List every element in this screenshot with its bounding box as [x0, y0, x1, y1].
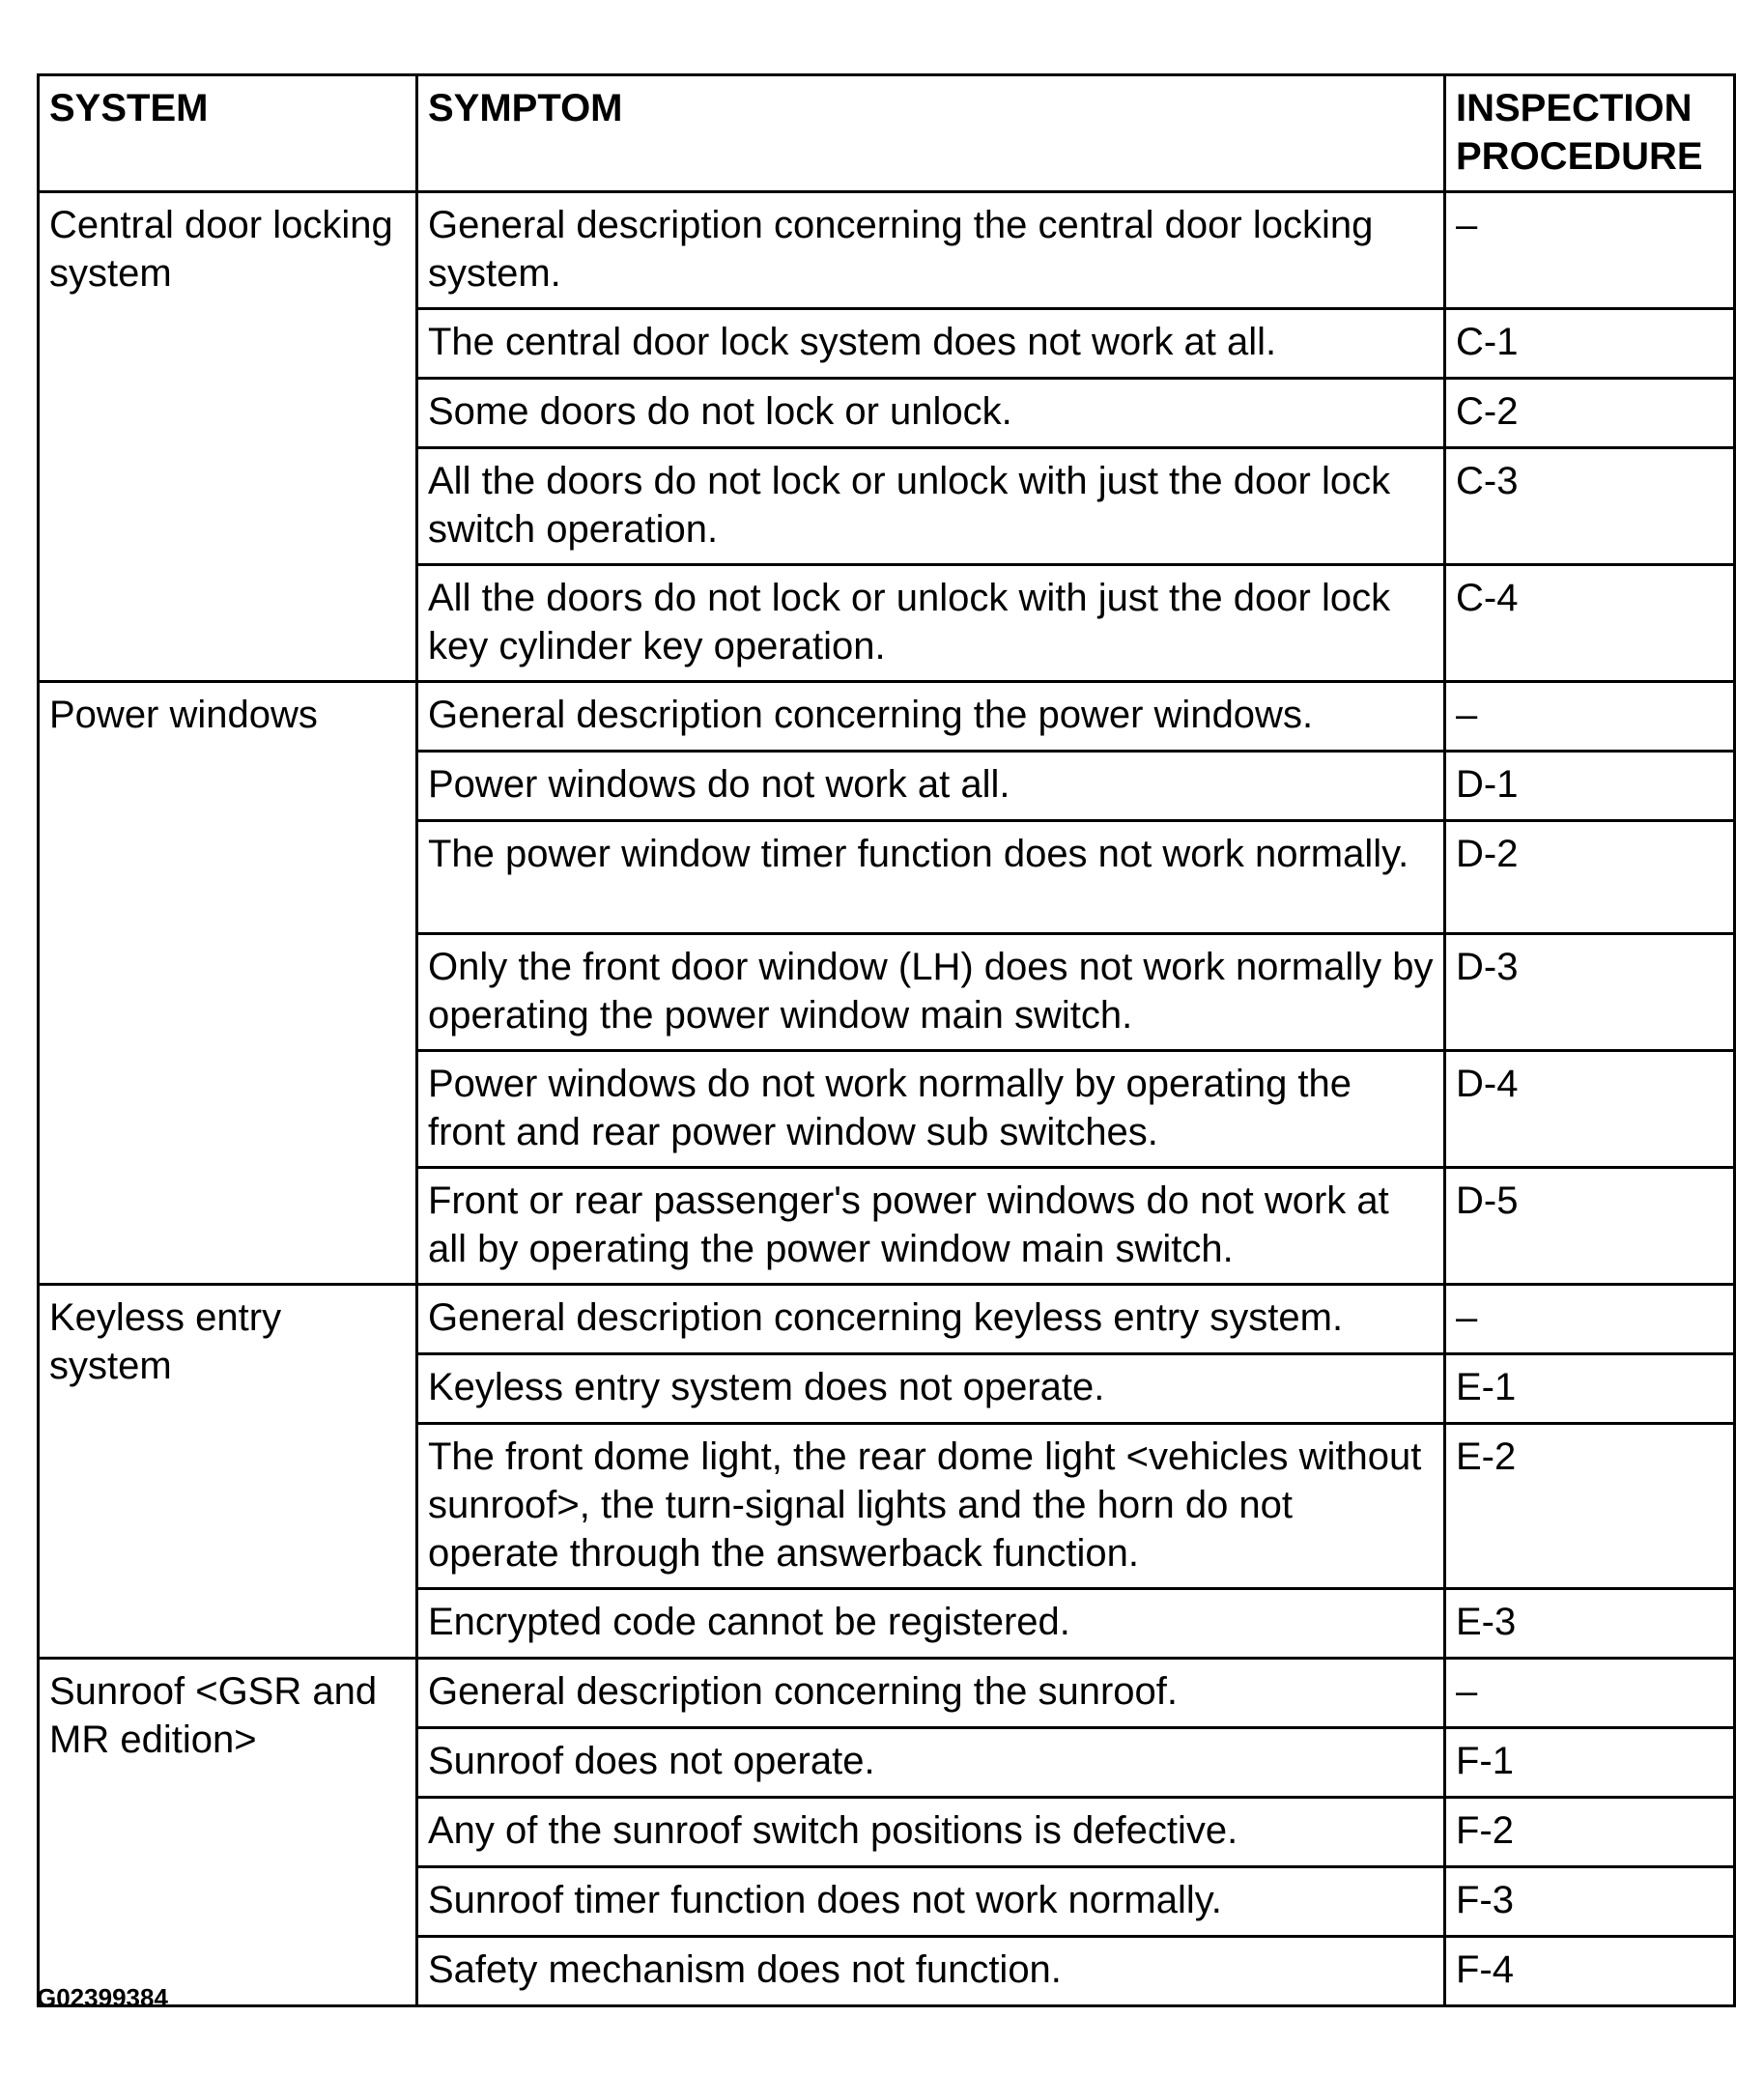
system-cell: Sunroof <GSR and MR edition>: [39, 1659, 417, 2006]
symptom-cell: All the doors do not lock or unlock with just the door lock key cylinder key operation.: [417, 565, 1445, 682]
procedure-cell: E-3: [1445, 1589, 1735, 1659]
system-cell: Central door locking system: [39, 192, 417, 682]
symptom-cell: Front or rear passenger's power windows do not work at all by operating the power window main switch.: [417, 1168, 1445, 1285]
table-row: [39, 1659, 1735, 1728]
procedure-cell: C-2: [1445, 379, 1735, 448]
system-cell: Power windows: [39, 682, 417, 1285]
procedure-cell: –: [1445, 192, 1735, 309]
symptom-cell: Any of the sunroof switch positions is defective.: [417, 1798, 1445, 1867]
procedure-cell: E-2: [1445, 1424, 1735, 1589]
procedure-cell: –: [1445, 1285, 1735, 1354]
procedure-cell: F-2: [1445, 1798, 1735, 1867]
procedure-cell: D-3: [1445, 934, 1735, 1051]
procedure-cell: C-4: [1445, 565, 1735, 682]
procedure-cell: F-1: [1445, 1728, 1735, 1798]
procedure-cell: C-1: [1445, 309, 1735, 379]
procedure-cell: –: [1445, 682, 1735, 752]
symptom-cell: Only the front door window (LH) does not work normally by operating the power window main switch.: [417, 934, 1445, 1051]
symptom-cell: General description concerning the power windows.: [417, 682, 1445, 752]
symptom-cell: The power window timer function does not work normally.: [417, 821, 1445, 934]
symptom-cell: Sunroof timer function does not work normally.: [417, 1867, 1445, 1937]
table-row: [39, 1285, 1735, 1354]
symptom-cell: Safety mechanism does not function.: [417, 1937, 1445, 2006]
symptom-cell: Keyless entry system does not operate.: [417, 1354, 1445, 1424]
procedure-cell: D-4: [1445, 1051, 1735, 1168]
procedure-cell: F-4: [1445, 1937, 1735, 2006]
figure-id: G02399384: [37, 1983, 168, 2012]
table-row: [39, 682, 1735, 752]
symptom-cell: Power windows do not work normally by operating the front and rear power window sub switches.: [417, 1051, 1445, 1168]
symptom-cell: Some doors do not lock or unlock.: [417, 379, 1445, 448]
header-row: [39, 75, 1735, 192]
symptom-cell: General description concerning the central door locking system.: [417, 192, 1445, 309]
symptom-table: [37, 73, 1736, 2007]
symptom-cell: All the doors do not lock or unlock with just the door lock switch operation.: [417, 448, 1445, 565]
system-cell: Keyless entry system: [39, 1285, 417, 1659]
procedure-cell: D-2: [1445, 821, 1735, 934]
symptom-cell: The central door lock system does not work at all.: [417, 309, 1445, 379]
procedure-cell: F-3: [1445, 1867, 1735, 1937]
procedure-cell: E-1: [1445, 1354, 1735, 1424]
symptom-cell: Encrypted code cannot be registered.: [417, 1589, 1445, 1659]
header-symptom: SYMPTOM: [417, 75, 1445, 192]
procedure-cell: –: [1445, 1659, 1735, 1728]
symptom-cell: General description concerning keyless entry system.: [417, 1285, 1445, 1354]
header-system: SYSTEM: [39, 75, 417, 192]
header-inspection-procedure: INSPECTION PROCEDURE: [1445, 75, 1735, 192]
procedure-cell: D-1: [1445, 752, 1735, 821]
procedure-cell: C-3: [1445, 448, 1735, 565]
symptom-cell: Power windows do not work at all.: [417, 752, 1445, 821]
symptom-cell: Sunroof does not operate.: [417, 1728, 1445, 1798]
table-row: [39, 192, 1735, 309]
procedure-cell: D-5: [1445, 1168, 1735, 1285]
symptom-cell: The front dome light, the rear dome light <vehicles without sunroof>, the turn-signal lights and the horn do not operate through the answerback function.: [417, 1424, 1445, 1589]
symptom-cell: General description concerning the sunroof.: [417, 1659, 1445, 1728]
